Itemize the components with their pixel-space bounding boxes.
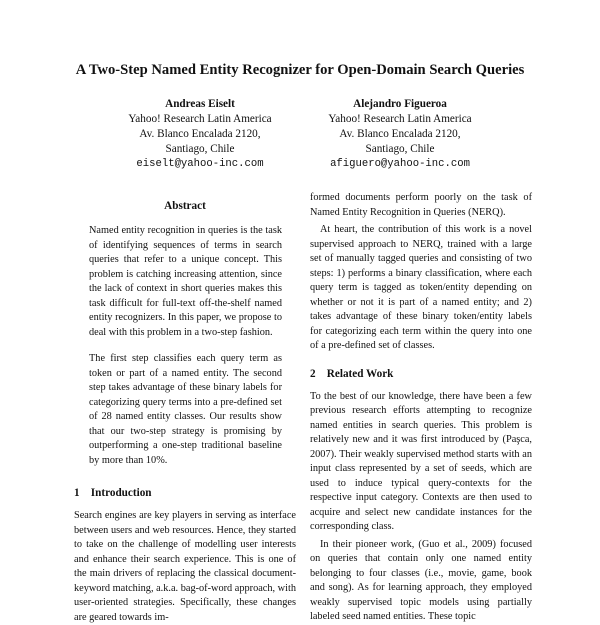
author-email: eiselt@yahoo-inc.com bbox=[136, 158, 264, 170]
author-name: Alejandro Figueroa bbox=[353, 98, 447, 110]
author-address-line-2: Santiago, Chile bbox=[165, 143, 235, 155]
author-block-1 bbox=[100, 97, 300, 172]
left-column bbox=[74, 195, 296, 625]
author-affiliation: Yahoo! Research Latin America bbox=[328, 113, 472, 125]
related-work-paragraph-1: To the best of our knowledge, there have been a few previous research efforts attempting to recognize named entities in search queries. This problem is relatively new and it was first introduced by (Paşca, 2007). Their weakly supervised method starts with an input class represented by a set of seeds, which are used to induce typical query-contexts for the respective input category. Contexts are then used to acquire and select new candidate instances for the corresponding class. bbox=[310, 390, 532, 532]
author-block-2 bbox=[300, 97, 500, 172]
paper-title: A Two-Step Named Entity Recognizer for Open-Domain Search Queries bbox=[75, 62, 525, 78]
section-number: 2 bbox=[310, 367, 316, 380]
author-address-line-1: Av. Blanco Encalada 2120, bbox=[139, 128, 261, 140]
introduction-heading bbox=[74, 486, 296, 500]
section-title: Related Work bbox=[326, 367, 394, 380]
section-title: Introduction bbox=[90, 487, 152, 499]
abstract-paragraph-2: The first step classifies each query term as token or part of a named entity. The second step takes advantage of these binary labels for categorizing query terms into a pre-defined set of 28 named entity classes. Our results show that our two-step strategy is promising by outperforming a one-step traditional baseline by more than 10%. bbox=[89, 353, 282, 466]
author-name: Andreas Eiselt bbox=[165, 98, 235, 110]
right-column bbox=[310, 191, 532, 625]
section-number: 1 bbox=[74, 487, 80, 499]
author-affiliation: Yahoo! Research Latin America bbox=[128, 113, 272, 125]
author-address-line-2: Santiago, Chile bbox=[365, 143, 435, 155]
abstract-paragraph-1: Named entity recognition in queries is the task of identifying sequences of terms in search queries that refer to a unique concept. This problem is catching increasing attention, since the lack of context in short queries makes this task difficult for full-text off-the-shelf named entity recognizers. In this paper, we propose to deal with this problem in a two-step fashion. bbox=[89, 225, 282, 338]
abstract-body bbox=[74, 224, 296, 468]
author-address-line-1: Av. Blanco Encalada 2120, bbox=[339, 128, 461, 140]
abstract-heading: Abstract bbox=[164, 200, 206, 212]
continued-paragraph: formed documents perform poorly on the task of Named Entity Recognition in Queries (NERQ). bbox=[310, 192, 532, 218]
author-email: afiguero@yahoo-inc.com bbox=[330, 158, 470, 170]
related-work-heading bbox=[310, 367, 532, 381]
introduction-paragraph-1: Search engines are key players in serving as interface between users and web resources. Hence, they started to take on the challenge of modelling user interests and enhance their search experience. This is one of the main drivers of replacing the classical document-keyword matching, a.k.a. bag-of-word approach, with user-oriented strategies. Specifically, these changes are geared towards im- bbox=[74, 510, 296, 623]
contribution-paragraph: At heart, the contribution of this work is a novel supervised approach to NERQ, trained with a large set of manually tagged queries and consisting of two steps: 1) performs a binary classification, where each query term is tagged as token/entity depending on whether or not it is part of a named entity; and 2) takes advantage of these binary token/entity labels for categorizing each term within the query into one of a pre-defined set of classes. bbox=[310, 224, 532, 351]
related-work-paragraph-2: In their pioneer work, (Guo et al., 2009) focused on queries that contain only one named entity belonging to four classes (i.e., movie, game, book and song). As for learning approach, they employed weakly supervised topic models using partially labeled seed named entities. These topic bbox=[310, 538, 532, 622]
